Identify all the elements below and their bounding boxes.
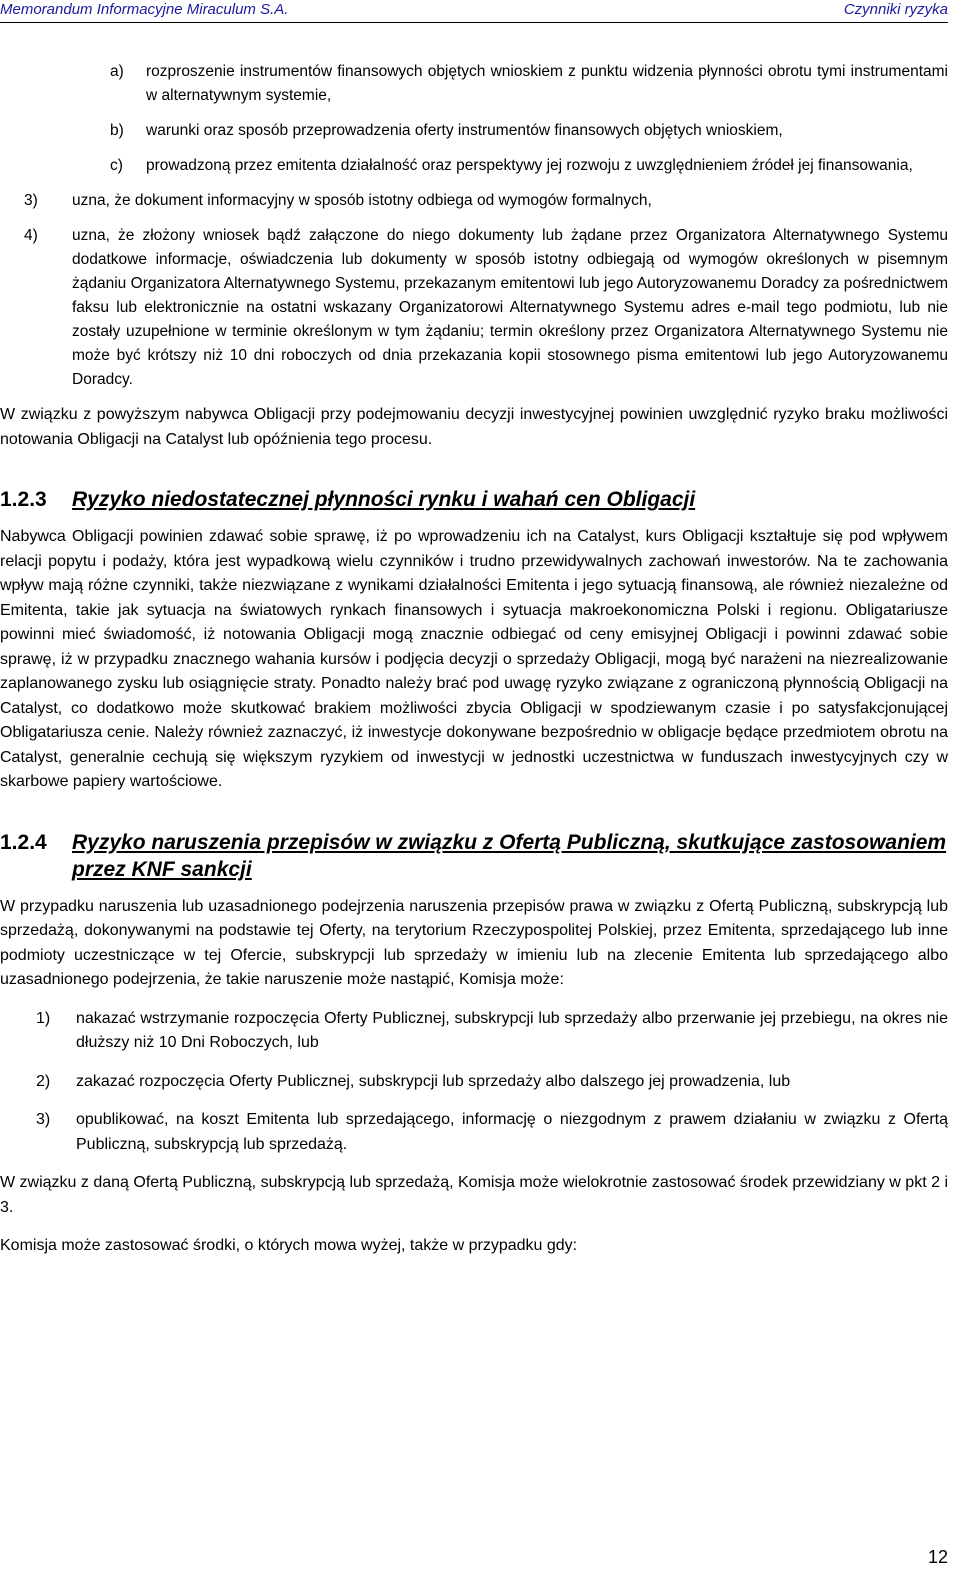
list-item-3b — [36, 1108, 948, 1157]
section-body-1-2-3: Nabywca Obligacji powinien zdawać sobie sprawę, iż po wprowadzeniu ich na Catalyst, kurs Obligacji kształtuje się pod wpływem relacji popytu i podaży, która jest wypadkową wielu czynników i trudno przewidywalnych zachowań inwestorów. Na te zachowania wpływ mają różne czynniki, także niezwiązane z wynikami działalności Emitenta i jego sytuacją finansową, ale również niezależne od Emitenta, takie jak sytuacja na światowych rynkach finansowych i sytuacja makroekonomiczna Polski i regionu. Obligatariusze powinni mieć świadomość, iż notowania Obligacji mogą znacznie odbiegać od ceny emisyjnej Obligacji i powinni zdawać sobie sprawę, iż w przypadku znacznego wahania kursów i podjęcia decyzji o sprzedaży Obligacji, mogą być narażeni na niezrealizowanie zaplanowanego zysku lub osiągnięcie straty. Ponadto należy brać pod uwagę ryzyko związane z ograniczoną płynnością Obligacji na Catalyst, co dodatkowo może skutkować brakiem możliwości zbycia Obligacji w spodziewanym czasie i po satysfakcjonującej Obligatariusza cenie. Należy również zaznaczyć, iż inwestycje dokonywane bezpośrednio w obligacje będące przedmiotem obrotu na Catalyst, generalnie cechują się większym ryzykiem od inwestycji w jednostki uczestnictwa w funduszach inwestycyjnych czy w skarbowe papiery wartościowe. — [0, 528, 948, 790]
list-item-a — [110, 60, 948, 108]
paragraph-conclusion: W związku z powyższym nabywca Obligacji przy podejmowaniu decyzji inwestycyjnej powinien uwzględnić ryzyko braku możliwości notowania Obligacji na Catalyst lub opóźnienia tego procesu. — [0, 406, 948, 448]
list-item-c — [110, 154, 948, 178]
section-body-1-2-4: W przypadku naruszenia lub uzasadnionego podejrzenia naruszenia przepisów prawa w związku z Ofertą Publiczną, subskrypcją lub sprzedażą, dokonywanymi na podstawie tej Oferty, na terytorium Rzeczypospolitej Polskiej, przez Emitenta, sprzedającego lub inne podmioty uczestniczące w tej Ofercie, subskrypcji lub sprzedaży w imieniu lub na zlecenie Emitenta lub sprzedającego albo uzasadnionego podejrzenia, że takie naruszenie może nastąpić, Komisja może: — [0, 897, 948, 988]
list-item-1 — [36, 1007, 948, 1056]
page-number: 12 — [927, 1547, 948, 1567]
section-heading-1-2-3 — [0, 486, 948, 513]
header-document-title: Memorandum Informacyjne Miraculum S.A. — [0, 1, 289, 18]
list-marker: 1) — [36, 1009, 51, 1027]
list-item-text: nakazać wstrzymanie rozpoczęcia Oferty Publicznej, subskrypcji lub sprzedaży albo przerwanie jej przebiegu, na okres nie dłuższy niż 10 Dni Roboczych, lub — [76, 1009, 948, 1051]
list-item-text: opublikować, na koszt Emitenta lub sprzedającego, informację o niezgodnym z prawem działaniu w związku z Ofertą Publiczną, subskrypcją lub sprzedażą. — [76, 1111, 948, 1153]
list-item-text: zakazać rozpoczęcia Oferty Publicznej, subskrypcji lub sprzedaży albo dalszego jej prowadzenia, lub — [76, 1072, 791, 1090]
list-item-text: prowadzoną przez emitenta działalność oraz perspektywy jej rozwoju z uwzględnieniem źródeł jej finansowania, — [146, 157, 913, 174]
section-title: Ryzyko niedostatecznej płynności rynku i wahań cen Obligacji — [72, 488, 696, 511]
list-marker: b) — [110, 122, 124, 139]
list-item-text: rozproszenie instrumentów finansowych objętych wnioskiem z punktu widzenia płynności obrotu tymi instrumentami w alternatywnym systemie, — [146, 63, 948, 104]
paragraph-last: Komisja może zastosować środki, o których mowa wyżej, także w przypadku gdy: — [0, 1237, 578, 1254]
list-marker: 3) — [24, 192, 38, 209]
list-item-text: uzna, że dokument informacyjny w sposób istotny odbiega od wymogów formalnych, — [72, 192, 652, 209]
list-marker: 4) — [24, 227, 38, 244]
header-section-title: Czynniki ryzyka — [843, 1, 948, 18]
list-item-text: uzna, że złożony wniosek bądź załączone do niego dokumenty lub żądane przez Organizatora Alternatywnego Systemu dodatkowe informacje, oświadczenia lub dokumenty w sposób istotny odbiegają od wymogów określonych w pisemnym żądaniu Organizatora Alternatywnego Systemu, przekazanym emitentowi lub jego Autoryzowanemu Doradcy za pośrednictwem faksu lub elektronicznie na ostatni wskazany Organizatorowi Alternatywnego Systemu adres e-mail tego podmiotu, lub nie zostały uzupełnione w terminie określonym w tym żądaniu; termin określony przez Organizatora Alternatywnego Systemu nie może być krótszy niż 10 dni roboczych od dnia przekazania kopii stosownego pisma emitentowi lub jego Autoryzowanemu Doradcy. — [72, 227, 948, 388]
list-item-4 — [24, 224, 948, 392]
list-marker: c) — [110, 157, 123, 174]
list-item-b — [110, 119, 948, 143]
list-item-2 — [36, 1070, 948, 1095]
list-marker: a) — [110, 63, 124, 80]
section-title: Ryzyko naruszenia przepisów w związku z Ofertą Publiczną, skutkujące zastosowaniem przez KNF sankcji — [72, 830, 947, 881]
list-marker: 3) — [36, 1111, 51, 1128]
paragraph-after-list: W związku z daną Ofertą Publiczną, subskrypcją lub sprzedażą, Komisja może wielokrotnie zastosować środek przewidziany w pkt 2 i 3. — [0, 1174, 948, 1216]
section-heading-1-2-4 — [0, 829, 948, 883]
section-number: 1.2.4 — [0, 830, 47, 854]
page-content — [0, 60, 948, 1273]
list-item-3 — [24, 189, 948, 213]
page-header — [0, 0, 948, 23]
list-item-text: warunki oraz sposób przeprowadzenia oferty instrumentów finansowych objętych wnioskiem, — [146, 122, 783, 139]
list-marker: 2) — [36, 1072, 51, 1090]
section-number: 1.2.3 — [0, 488, 47, 511]
